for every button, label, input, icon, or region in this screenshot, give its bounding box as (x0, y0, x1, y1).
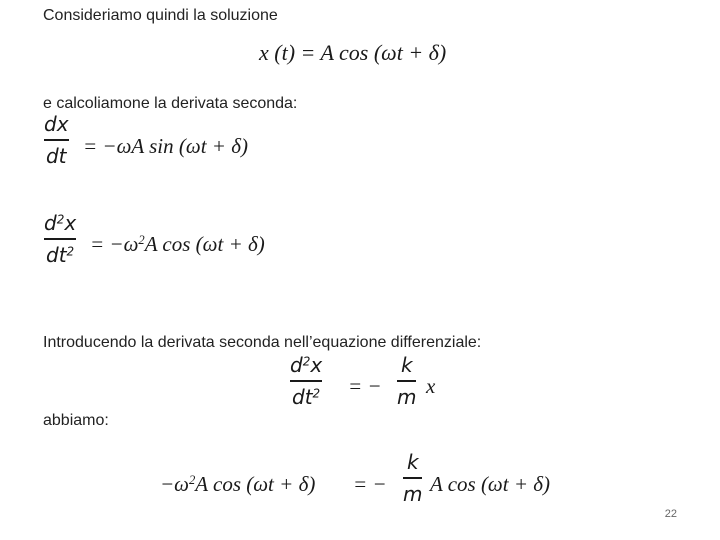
solution-equation: x (t) = A cos (ωt + δ) (259, 40, 447, 65)
result-eq-fraction (403, 452, 422, 504)
diff-eq-x: x (426, 374, 436, 398)
second-derivative-fraction (44, 213, 76, 265)
fraction-numerator: dx (44, 112, 69, 136)
first-derivative-fraction (44, 114, 69, 166)
fraction-bar (397, 380, 416, 382)
result-eq-lhs: $-\omega^2A$ cos (ωt + δ) (160, 472, 316, 496)
substitution-intro-text: Introducendo la derivata seconda nell’equazione differenziale: (43, 334, 482, 351)
fraction-bar (44, 238, 76, 240)
fraction-numerator: k (400, 353, 413, 377)
diff-eq-rhs-fraction (397, 355, 416, 407)
fraction-bar (290, 380, 322, 382)
page-number: 22 (664, 508, 677, 520)
fraction-numerator: k (406, 450, 419, 474)
first-derivative-rhs: = −ωA sin (ωt + δ) (83, 134, 248, 158)
fraction-denominator: m (397, 385, 417, 409)
result-intro-text: abbiamo: (43, 412, 109, 429)
fraction-denominator: $dt^2$ (46, 243, 75, 267)
fraction-denominator: $dt^2$ (292, 385, 321, 409)
fraction-denominator: m (403, 482, 423, 506)
fraction-denominator: dt (45, 144, 67, 168)
result-eq-equals: = − (353, 472, 387, 496)
diff-eq-equals: = − (348, 374, 382, 398)
result-eq-rhs: A cos (ωt + δ) (430, 472, 551, 496)
intro-text: Consideriamo quindi la soluzione (43, 7, 278, 24)
diff-eq-lhs-fraction (290, 355, 322, 407)
second-derivative-rhs: = $-\omega^2A$ cos (ωt + δ) (90, 232, 265, 256)
fraction-numerator: $d^2x$ (290, 353, 323, 377)
fraction-bar (44, 139, 69, 141)
fraction-numerator: $d^2x$ (44, 211, 77, 235)
derivative-intro-text: e calcoliamone la derivata seconda: (43, 95, 298, 112)
fraction-bar (403, 477, 422, 479)
